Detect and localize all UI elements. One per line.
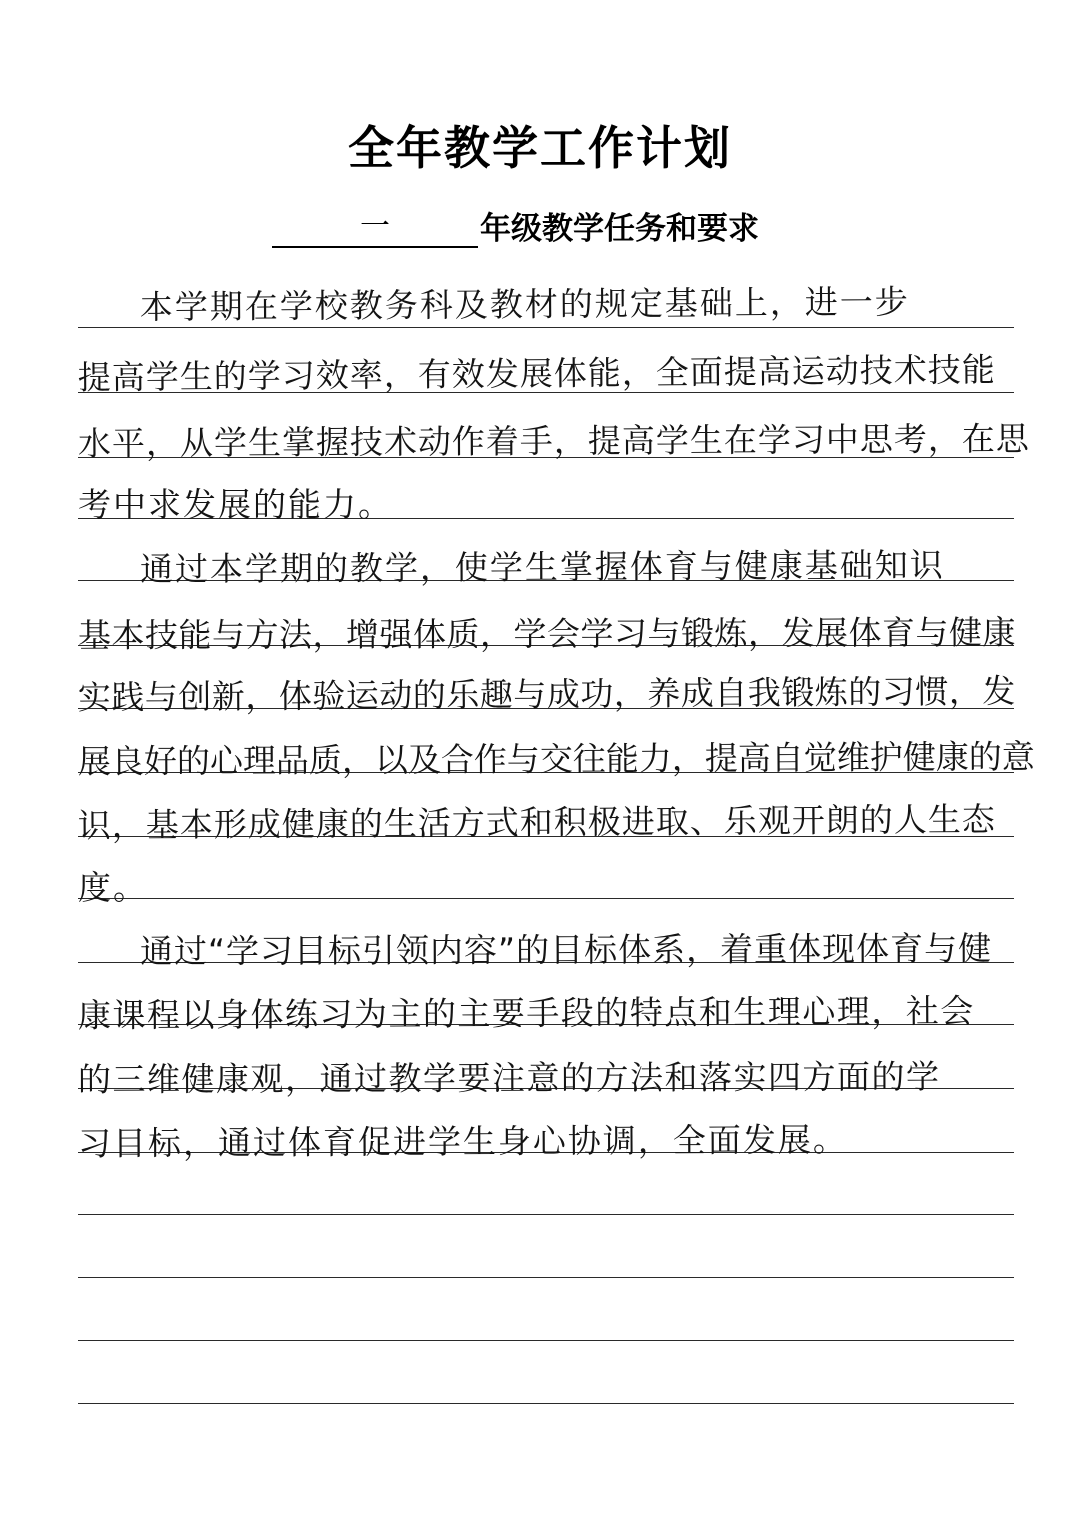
handwritten-line: 实践与创新，体验运动的乐趣与成功，养成自我锻炼的习惯，发 <box>77 671 1016 718</box>
handwritten-line: 康课程以身体练习为主的主要手段的特点和生理心理，社会 <box>77 991 975 1035</box>
ruled-line <box>78 1214 1014 1215</box>
handwritten-line: 考中求发展的能力。 <box>78 485 393 524</box>
handwritten-line: 水平，从学生掌握技术动作着手，提高学生在学习中思考，在思 <box>77 419 1030 464</box>
handwritten-line: 通过“学习目标引领内容”的目标体系，着重体现体育与健 <box>139 928 993 971</box>
handwritten-line: 的三维健康观，通过教学要注意的方法和落实四方面的学 <box>77 1056 941 1099</box>
ruled-line <box>78 1340 1014 1341</box>
page-subtitle <box>272 204 759 248</box>
handwritten-line: 度。 <box>78 868 148 907</box>
handwritten-line: 通过本学期的教学，使学生掌握体育与健康基础知识 <box>139 545 945 589</box>
ruled-line <box>78 1403 1014 1404</box>
handwritten-line: 本学期在学校教务科及教材的规定基础上，进一步 <box>139 282 910 327</box>
handwritten-line: 识，基本形成健康的生活方式和积极进取、乐观开朗的人生态 <box>77 799 996 846</box>
page-title: 全年教学工作计划 <box>348 121 732 175</box>
handwritten-line: 习目标，通过体育促进学生身心协调，全面发展。 <box>77 1119 848 1163</box>
handwritten-line: 基本技能与方法，增强体质，学会学习与锻炼，发展体育与健康 <box>77 612 1016 655</box>
ruled-line <box>78 1277 1014 1278</box>
handwritten-line: 提高学生的学习效率，有效发展体能，全面提高运动技术技能 <box>77 349 996 398</box>
grade-fill-blank: 一 <box>272 208 478 248</box>
subtitle-text: 年级教学任务和要求 <box>480 211 759 247</box>
handwritten-line: 展良好的心理品质，以及合作与交往能力，提高自觉维护健康的意 <box>77 736 1035 782</box>
